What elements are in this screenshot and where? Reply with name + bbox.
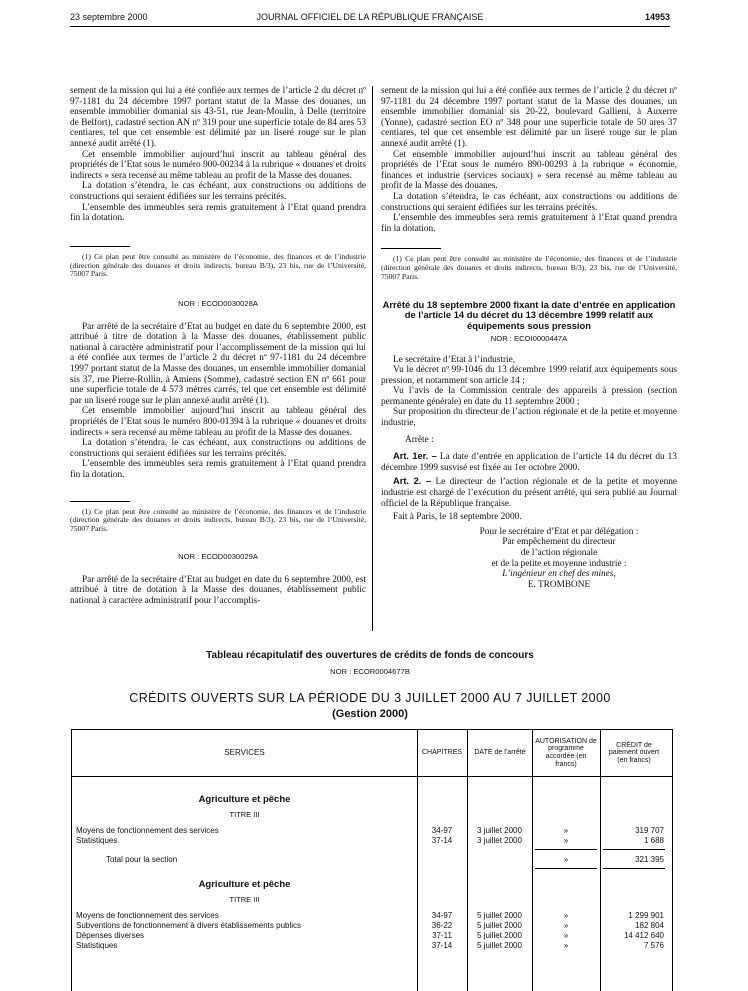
paragraph: sement de la mission qui lui a été confiée aux termes de l’article 2 du décret nº 97-1181 du 24 décembre 1997 portant statut de la Masse des douanes, un ensemble immobilier domanial sis 20-22, boulevard Gallieni, à Auxerre (Yonne), cadastré section EO nº 348 pour une superficie totale de 50 ares 37 centiares, tel que cet ensemble est délimité par un liseré rouge sur le plan annexé audit arrêté (1). xyxy=(381,86,677,149)
section-name: Agriculture et pêche xyxy=(198,879,291,890)
row-service: Statistiques xyxy=(76,941,118,950)
signatory-name: E. TROMBONE xyxy=(527,579,591,590)
column-divider xyxy=(372,86,373,631)
paragraph: sement de la mission qui lui a été confiée aux termes de l’article 2 du décret nº 97-1181 du 24 décembre 1997 portant statut de la Masse des douanes, un ensemble immobilier domanial sis 43-51, rue Jean-Moulin, à Delle (territoire de Belfort), cadastré section AN nº 319 pour une superficie totale de 84 ares 53 centiares, tel que cet ensemble est délimité par un liseré rouge sur le plan annexé audit arrêté (1). xyxy=(70,86,366,149)
fait-a-paris: Fait à Paris, le 18 septembre 2000. xyxy=(393,512,522,523)
table-row xyxy=(72,911,672,921)
credits-table xyxy=(71,729,673,991)
page-number: 14953 xyxy=(644,12,670,22)
row-autorisation: » xyxy=(563,836,569,845)
row-service: Moyens de fonctionnement des services xyxy=(76,826,219,835)
signature-line: Pour le secrétaire d’Etat et par délégation : xyxy=(479,526,639,537)
row-autorisation: » xyxy=(563,921,569,930)
section-name: Agriculture et pêche xyxy=(198,794,291,805)
row-date: 5 juillet 2000 xyxy=(477,941,522,950)
paragraph: Cet ensemble immobilier aujourd’hui inscrit au tableau général des propriétés de l’Etat sous le numéro 890-00293 à la rubrique « économie, finances et industrie (services sociaux) » sera recensé au même tableau au profit de la Masse des douanes. xyxy=(381,149,677,192)
header-date: 23 septembre 2000 xyxy=(70,12,148,22)
total-label: Total pour la section xyxy=(106,855,178,864)
section-titre: TITRE III xyxy=(229,810,260,819)
paragraph: Sur proposition du directeur de l’action régionale et de la petite et moyenne industrie, xyxy=(381,407,677,429)
paragraph: Par arrêté de la secrétaire d’Etat au budget en date du 6 septembre 2000, est attribué à titre de dotation à la Masse des douanes, établissement public national à caractère administratif pour l’accomplis- xyxy=(70,574,366,606)
article-text: Le directeur de l’action régionale et de la petite et moyenne industrie est chargé de l’exécution du présent arrêté, qui sera publié au Journal officiel de la République française. xyxy=(381,477,678,509)
row-credit: 319 707 xyxy=(635,826,664,835)
col-header-services: SERVICES xyxy=(224,748,265,758)
row-chapitre: 34-97 xyxy=(431,826,453,835)
header-rule xyxy=(72,776,672,777)
row-autorisation: » xyxy=(563,826,569,835)
table-row xyxy=(72,931,672,941)
row-chapitre: 37-14 xyxy=(431,941,453,950)
header-rule xyxy=(70,26,670,27)
total-autorisation: » xyxy=(563,855,569,864)
total-credit: 321 395 xyxy=(635,855,664,864)
footnote-rule xyxy=(381,248,441,249)
journal-title: JOURNAL OFFICIEL DE LA RÉPUBLIQUE FRANÇAISE xyxy=(256,12,484,22)
gestion-label: (Gestion 2000) xyxy=(332,708,408,720)
nor-reference: NOR : ECOI0000447A xyxy=(490,333,568,343)
paragraph: L’ensemble des immeubles sera remis gratuitement à l’Etat quand prendra fin la dotation. xyxy=(70,459,366,481)
article-1 xyxy=(381,451,677,473)
paragraph: La dotation s’étendra, le cas échéant, aux constructions ou additions de constructions qui seraient édifiées sur les terrains précités. xyxy=(70,438,366,459)
arrete-label: Arrête : xyxy=(405,434,434,445)
footnote: (1) Ce plan peut être consulté au ministère de l’économie, des finances et de l’industrie (direction générale des douanes et droits indirects, bureau B/3), 23 bis, rue de l’Université, 75007 Paris. xyxy=(70,251,366,279)
nor-reference: NOR : ECOD0030028A xyxy=(178,299,258,309)
table-row xyxy=(72,826,672,836)
row-credit: 1 688 xyxy=(643,836,664,845)
table-row xyxy=(72,836,672,846)
left-column xyxy=(70,86,366,606)
article-2 xyxy=(381,476,677,509)
row-date: 5 juillet 2000 xyxy=(477,931,522,940)
row-chapitre: 36-22 xyxy=(431,921,453,930)
col-header-credit: CRÉDIT de paiement ouvert (en francs) xyxy=(608,741,660,764)
row-date: 5 juillet 2000 xyxy=(477,911,522,920)
section-titre: TITRE III xyxy=(229,895,260,904)
signature-line: L’ingénieur en chef des mines, xyxy=(502,569,616,580)
credits-heading: CRÉDITS OUVERTS SUR LA PÉRIODE DU 3 JUILLET 2000 AU 7 JUILLET 2000 xyxy=(129,691,611,705)
paragraph: Vu le décret nº 99-1046 du 13 décembre 1999 relatif aux équipements sous pression, et notamment son article 14 ; xyxy=(381,365,677,386)
footnote-rule xyxy=(70,501,130,502)
row-chapitre: 37-11 xyxy=(432,931,452,940)
row-credit: 14 412 640 xyxy=(623,931,664,940)
total-rule xyxy=(603,849,665,850)
article-label: Art. 1er. – xyxy=(393,451,437,462)
row-autorisation: » xyxy=(563,911,569,920)
paragraph: La dotation s’étendra, le cas échéant, aux constructions ou additions de constructions qui seraient édifiées sur les terrains précités. xyxy=(381,191,677,213)
paragraph: L’ensemble des immeubles sera remis gratuitement à l’Etat quand prendra fin la dotation. xyxy=(381,213,677,234)
row-autorisation: » xyxy=(563,931,569,940)
row-service: Subventions de fonctionnement à divers établissements publics xyxy=(76,921,302,930)
col-header-autorisation: AUTORISATION de programme accordée (en francs) xyxy=(535,737,597,768)
article-text: La date d’entrée en application de l’article 14 du décret du 13 décembre 1999 susvisé est fixée au 1er octobre 2000. xyxy=(381,452,677,473)
row-credit: 7 576 xyxy=(643,941,664,950)
row-date: 5 juillet 2000 xyxy=(477,921,522,930)
total-row xyxy=(72,855,672,865)
total-rule xyxy=(603,868,665,869)
signature-line: Par empêchement du directeur xyxy=(502,537,616,548)
nor-reference: NOR : ECOD0030029A xyxy=(178,552,258,561)
paragraph: Par arrêté de la secrétaire d’Etat au budget en date du 6 septembre 2000, est attribué à titre de dotation à la Masse des douanes, établissement public national à caractère administratif pour l’accomplissement de la mission qui lui a été confiée aux termes de l’article 2 du décret nº 97-1181 du 24 décembre 1997 portant statut de la Masse des douanes, un ensemble immobilier domanial sis 37, rue Pierre-Rollin, à Amiens (Somme), cadastré section EN nº 661 pour une superficie totale de 4 573 mètres carrés, tel que cet ensemble est délimité par un liseré rouge sur le plan annexé audit arrêté (1). xyxy=(70,321,366,406)
paragraph: Vu l’avis de la Commission centrale des appareils à pression (section permanente générale) en date du 11 septembre 2000 ; xyxy=(381,386,677,407)
row-service: Statistiques xyxy=(76,836,118,845)
paragraph: L’ensemble des immeubles sera remis gratuitement à l’Etat quand prendra fin la dotation. xyxy=(70,202,366,224)
signature-line: de l’action régionale xyxy=(520,548,598,559)
row-date: 3 juillet 2000 xyxy=(477,826,522,835)
table-nor: NOR : ECOR0004677B xyxy=(330,667,410,676)
row-service: Moyens de fonctionnement des services xyxy=(76,911,219,920)
table-row xyxy=(72,921,672,931)
total-rule xyxy=(535,849,597,850)
right-column xyxy=(381,86,677,590)
paragraph: Cet ensemble immobilier aujourd’hui inscrit au tableau général des propriétés de l’Etat sous le numéro 900-00234 à la rubrique « douanes et droits indirects » sera recensé au même tableau au profit de la Masse des douanes. xyxy=(70,149,366,181)
arrete-title: Arrêté du 18 septembre 2000 fixant la date d’entrée en application de l’article 14 du décret du 13 décembre 1999 relatif aux équipements sous pression xyxy=(382,298,676,331)
total-rule xyxy=(535,868,597,869)
row-chapitre: 37-14 xyxy=(431,836,453,845)
table-title: Tableau récapitulatif des ouvertures de crédits de fonds de concours xyxy=(206,650,534,661)
row-chapitre: 34-97 xyxy=(431,911,453,920)
paragraph: Cet ensemble immobilier aujourd’hui inscrit au tableau général des propriétés de l’Etat sous le numéro 800-01394 à la rubrique « douanes et droits indirects » sera recensé au même tableau au profit de la Masse des douanes. xyxy=(70,406,366,438)
row-autorisation: » xyxy=(563,941,569,950)
col-header-chapitres: CHAPITRES xyxy=(421,749,463,757)
footnote-rule xyxy=(70,246,130,247)
paragraph: Le secrétaire d’Etat à l’industrie, xyxy=(393,354,516,365)
footnote: (1) Ce plan peut être consulté au ministère de l’économie, des finances et de l’industrie (direction générale des douanes et droits indirects, bureau B/3), 23 bis, rue de l’Université, 75007 Paris. xyxy=(70,506,366,534)
row-service: Dépenses diverses xyxy=(76,931,145,940)
table-row xyxy=(72,941,672,951)
footnote: (1) Ce plan peut être consulté au ministère de l’économie, des finances et de l’industrie (direction générale des douanes et droits indirects, bureau B/3), 23 bis, rue de l’Université, 75007 Paris. xyxy=(381,254,677,281)
row-credit: 182 804 xyxy=(635,921,664,930)
signature-line: et de la petite et moyenne industrie : xyxy=(491,558,627,569)
paragraph: La dotation s’étendra, le cas échéant, aux constructions ou additions de constructions qui seraient édifiées sur les terrains précités. xyxy=(70,181,366,202)
col-header-date: DATE de l’arrêté xyxy=(474,749,526,757)
row-date: 3 juillet 2000 xyxy=(477,836,522,845)
article-label: Art. 2. – xyxy=(393,476,432,487)
row-credit: 1 299 901 xyxy=(628,911,664,920)
